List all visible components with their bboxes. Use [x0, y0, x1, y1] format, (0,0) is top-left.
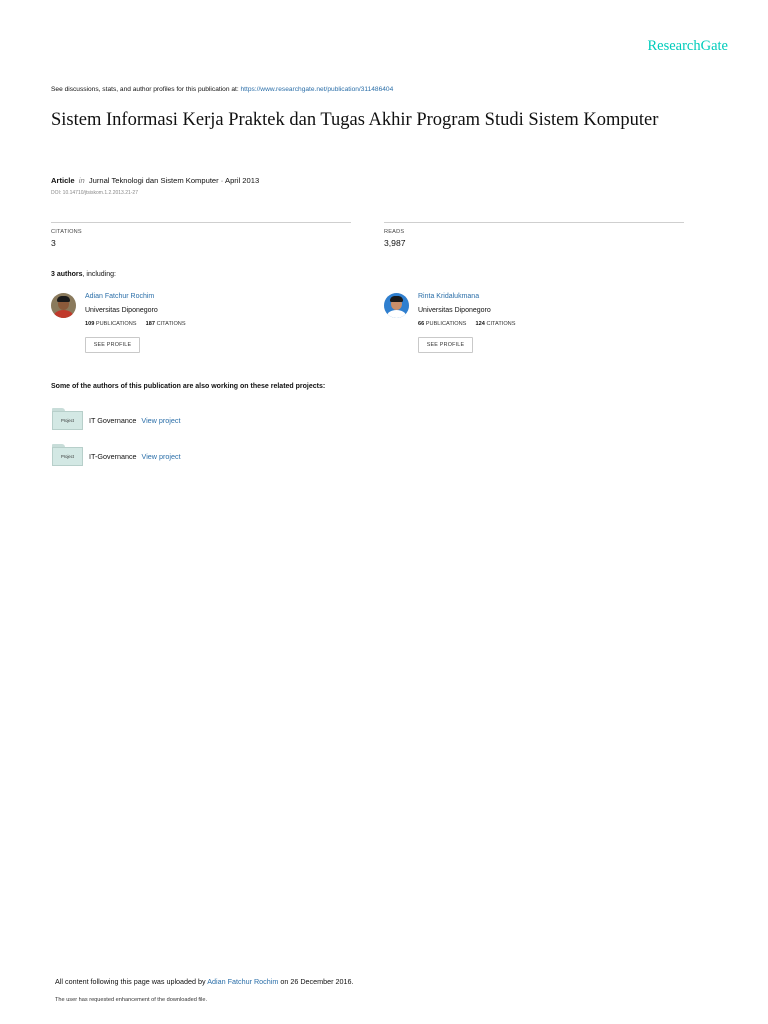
upload-prefix: All content following this page was uploaded by — [55, 977, 206, 986]
view-project-link[interactable]: View project — [141, 452, 181, 461]
discussion-line — [51, 86, 393, 93]
project-text — [89, 452, 181, 461]
citations-count: 187 — [145, 321, 155, 327]
discussion-prefix: See discussions, stats, and author profiles for this publication at: — [51, 86, 239, 93]
author-stats — [85, 321, 186, 327]
avatar-hair — [57, 296, 70, 302]
doi: DOI: 10.14710/jtsiskom.1.2.2013.21-27 — [51, 190, 138, 196]
publications-label: PUBLICATIONS — [425, 321, 467, 327]
project-row — [52, 444, 452, 468]
avatar[interactable] — [384, 293, 409, 318]
publications-count: 109 — [85, 321, 95, 327]
author-card — [384, 293, 684, 363]
author-name[interactable]: Rinta Kridalukmana — [418, 293, 480, 300]
citations-count-label: CITATIONS — [486, 321, 516, 327]
project-row — [52, 408, 452, 432]
journal-venue: Jurnal Teknologi dan Sistem Komputer · April 2013 — [88, 176, 260, 185]
related-projects-heading: Some of the authors of this publication are also working on these related projects: — [51, 383, 326, 390]
folder-label: Project — [52, 411, 83, 430]
publications-count: 66 — [418, 321, 425, 327]
avatar-hair — [390, 296, 403, 302]
publication-title: Sistem Informasi Kerja Praktek dan Tugas Akhir Program Studi Sistem Komputer — [51, 110, 659, 130]
publication-meta — [51, 176, 259, 185]
authors-suffix: , including: — [82, 271, 116, 278]
project-name: IT Governance — [89, 416, 137, 425]
author-card — [51, 293, 351, 363]
reads-label: READS — [384, 229, 405, 235]
publication-link[interactable]: https://www.researchgate.net/publication/311486404 — [240, 86, 394, 93]
authors-count: 3 authors — [51, 271, 83, 278]
enhancement-note: The user has requested enhancement of the downloaded file. — [55, 997, 208, 1003]
reads-value: 3,987 — [384, 238, 406, 248]
project-text — [89, 416, 180, 425]
upload-notice — [55, 977, 353, 986]
article-type: Article — [51, 176, 75, 185]
uploader-link[interactable]: Adian Fatchur Rochim — [207, 977, 279, 986]
researchgate-logo[interactable]: ResearchGate — [647, 38, 728, 54]
citations-count-label: CITATIONS — [156, 321, 186, 327]
avatar-body — [54, 310, 73, 318]
project-folder-icon — [52, 444, 83, 466]
citations-label: CITATIONS — [51, 229, 82, 235]
reads-stat — [384, 222, 684, 248]
avatar[interactable] — [51, 293, 76, 318]
project-name: IT-Governance — [89, 452, 137, 461]
avatar-body — [387, 310, 406, 318]
author-institution: Universitas Diponegoro — [418, 307, 491, 314]
in-label: in — [78, 176, 85, 185]
citations-value: 3 — [51, 238, 56, 248]
publications-label: PUBLICATIONS — [95, 321, 137, 327]
upload-suffix: on 26 December 2016. — [280, 977, 354, 986]
folder-label: Project — [52, 447, 83, 466]
author-name[interactable]: Adian Fatchur Rochim — [85, 293, 155, 300]
citations-stat — [51, 222, 351, 248]
see-profile-button[interactable]: SEE PROFILE — [85, 337, 140, 353]
view-project-link[interactable]: View project — [141, 416, 181, 425]
citations-count: 124 — [475, 321, 485, 327]
author-stats — [418, 321, 515, 327]
see-profile-button[interactable]: SEE PROFILE — [418, 337, 473, 353]
author-institution: Universitas Diponegoro — [85, 307, 158, 314]
authors-heading — [51, 271, 116, 278]
project-folder-icon — [52, 408, 83, 430]
